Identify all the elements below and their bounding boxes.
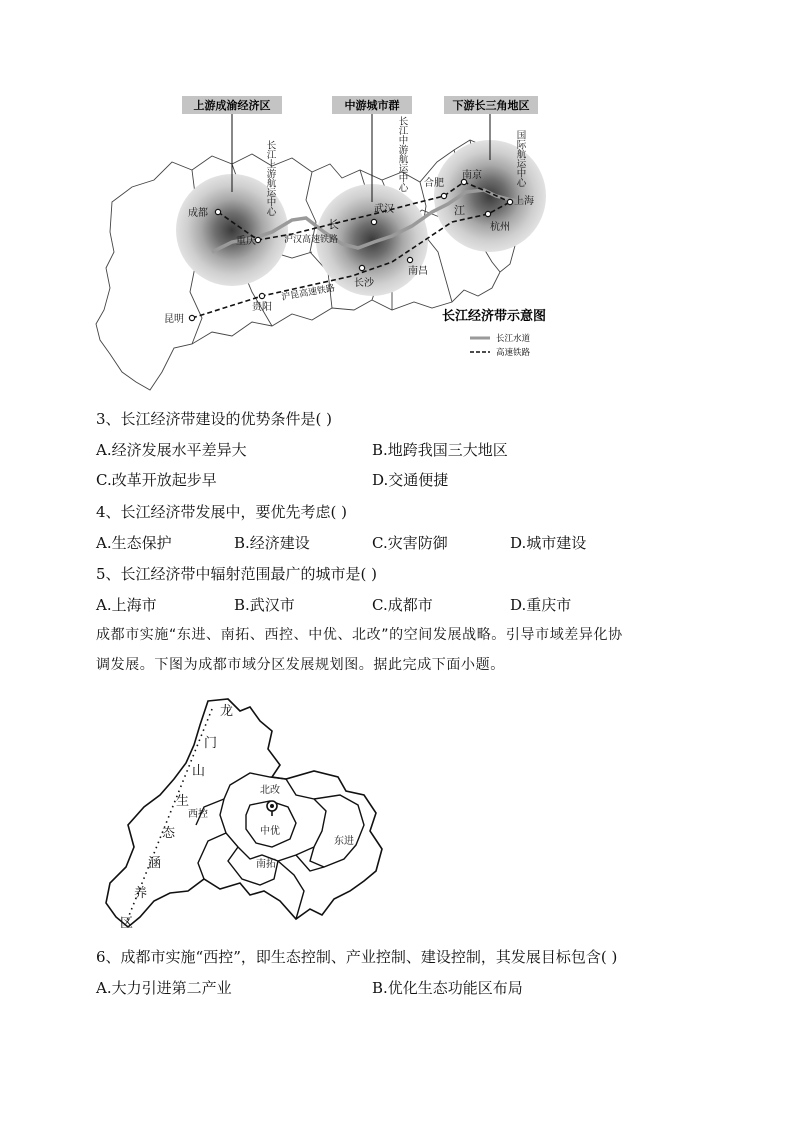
question-3-stem: 3、长江经济带建设的优势条件是( ) <box>96 410 333 428</box>
city-chengdu: 成都 <box>188 208 208 219</box>
zone-west: 西控 <box>188 809 208 820</box>
legend-water: 长江水道 <box>496 334 531 344</box>
intro-line-1: 成都市实施“东进、南拓、西控、中优、北改”的空间发展战略。引导市域差异化协 <box>96 627 623 643</box>
q3-option-c[interactable]: C.改革开放起步早 <box>96 471 217 489</box>
eco-char-3: 山 <box>192 764 206 779</box>
q5-option-d[interactable]: D.重庆市 <box>510 596 572 614</box>
zone-east: 东进 <box>334 836 354 847</box>
q6-option-a[interactable]: A.大力引进第二产业 <box>96 979 232 997</box>
yangtze-map-svg <box>92 92 562 392</box>
city-chongqing: 重庆 <box>236 236 256 247</box>
question-4-stem: 4、长江经济带发展中，要优先考虑( ) <box>96 503 348 521</box>
zone-center: 中优 <box>260 826 280 837</box>
q4-option-b[interactable]: B.经济建设 <box>234 534 310 552</box>
legend-rail: 高速铁路 <box>496 348 531 358</box>
eco-char-2: 门 <box>204 736 218 751</box>
region-label-upstream: 上游成渝经济区 <box>193 99 271 112</box>
intro-line-2: 调发展。下图为成都市域分区发展规划图。据此完成下面小题。 <box>96 657 505 673</box>
hukun-railway-label: 沪昆高速铁路 <box>280 283 336 303</box>
map-title: 长江经济带示意图 <box>442 309 547 324</box>
city-wuhan: 武汉 <box>374 204 394 215</box>
eco-char-1: 龙 <box>220 704 234 719</box>
river-char-chang: 长 <box>328 218 339 231</box>
q3-option-d[interactable]: D.交通便捷 <box>372 471 449 489</box>
eco-char-8: 区 <box>120 916 134 931</box>
map-legend <box>470 333 531 358</box>
eco-zone-label <box>120 703 233 931</box>
q4-option-d[interactable]: D.城市建设 <box>510 534 587 552</box>
q3-option-b[interactable]: B.地跨我国三大地区 <box>372 441 508 459</box>
city-guiyang: 贵阳 <box>252 302 272 313</box>
midstream-shipping-label: 长江中游航运中心 <box>396 116 408 192</box>
zone-north: 北改 <box>260 785 280 796</box>
city-nanjing: 南京 <box>462 170 482 181</box>
region-label-midstream: 中游城市群 <box>344 99 400 112</box>
q4-option-a[interactable]: A.生态保护 <box>96 534 172 552</box>
chengdu-map-svg <box>100 695 390 935</box>
river-char-jiang: 江 <box>454 204 465 217</box>
q5-option-a[interactable]: A.上海市 <box>96 596 157 614</box>
eco-char-7: 养 <box>134 886 148 901</box>
yangtze-economic-belt-map <box>92 92 562 392</box>
intl-shipping-label: 国际航运中心 <box>514 130 526 187</box>
zone-south: 南拓 <box>256 859 276 870</box>
q5-option-c[interactable]: C.成都市 <box>372 596 433 614</box>
q4-option-c[interactable]: C.灾害防御 <box>372 534 448 552</box>
region-label-downstream: 下游长三角地区 <box>452 99 530 112</box>
eco-char-4: 生 <box>176 794 190 809</box>
city-kunming: 昆明 <box>164 314 184 325</box>
eco-char-6: 涵 <box>148 856 162 871</box>
question-6-stem: 6、成都市实施“西控”，即生态控制、产业控制、建设控制，其发展目标包含( ) <box>96 948 618 966</box>
q3-option-a[interactable]: A.经济发展水平差异大 <box>96 441 247 459</box>
q5-option-b[interactable]: B.武汉市 <box>234 596 295 614</box>
region-labels <box>182 96 538 114</box>
chengdu-outline <box>106 699 382 927</box>
upstream-shipping-label: 长江上游航运中心 <box>264 140 276 216</box>
map-pin-icon <box>267 801 277 816</box>
city-changsha: 长沙 <box>354 278 374 289</box>
city-hangzhou: 杭州 <box>490 222 510 233</box>
chengdu-zoning-map <box>100 695 390 935</box>
question-5-stem: 5、长江经济带中辐射范围最广的城市是( ) <box>96 565 378 583</box>
huhan-railway-label: 沪汉高速铁路 <box>284 235 339 245</box>
eco-char-5: 态 <box>162 826 176 841</box>
city-nanchang: 南昌 <box>408 266 428 277</box>
q6-option-b[interactable]: B.优化生态功能区布局 <box>372 979 523 997</box>
city-shanghai: 上海 <box>514 196 534 207</box>
city-hefei: 合肥 <box>424 178 444 189</box>
